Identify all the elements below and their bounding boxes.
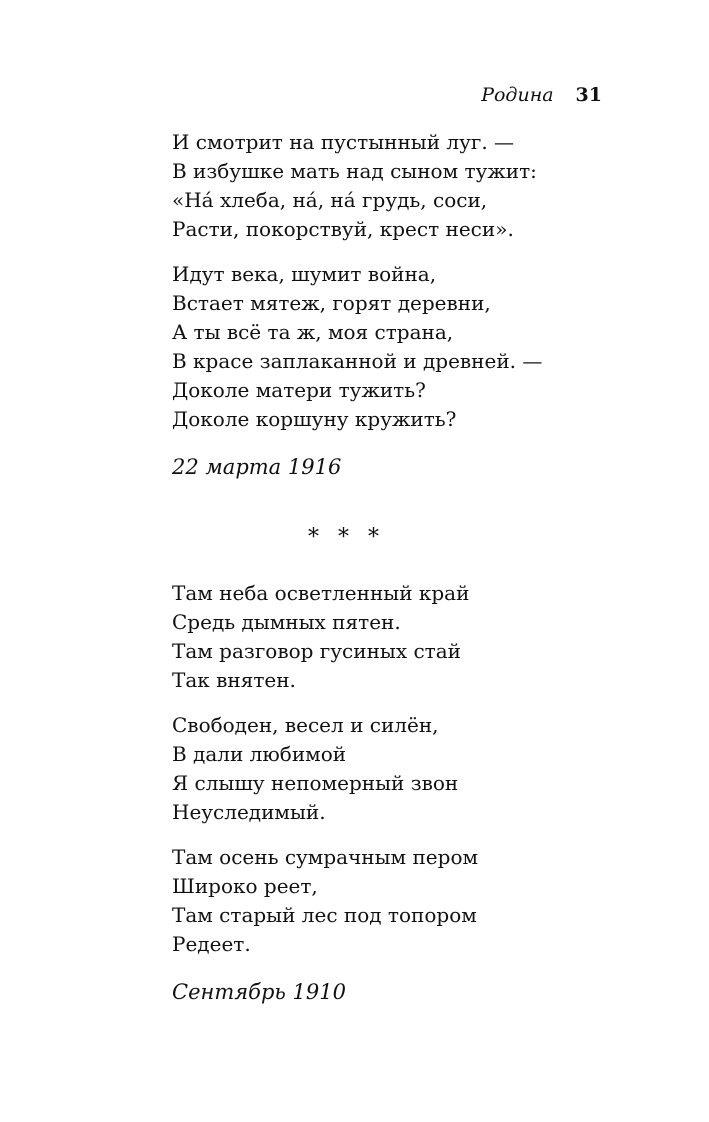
poem1-stanza-2 <box>172 260 652 434</box>
verse-line: Доколе коршуну кружить? <box>172 407 457 431</box>
verse-line: А ты всё та ж, моя страна, <box>172 320 454 344</box>
verse-line: В избушке мать над сыном тужит: <box>172 159 537 183</box>
verse-line: Неуследимый. <box>172 800 326 824</box>
verse-line: Редеет. <box>172 932 251 956</box>
verse-line: Расти, покорствуй, крест неси». <box>172 217 514 241</box>
poem2-date: Сентябрь 1910 <box>172 980 346 1004</box>
verse-line: Там разговор гусиных стай <box>172 639 461 663</box>
page-number: 31 <box>575 84 602 106</box>
verse-line: Я слышу непомерный звон <box>172 771 459 795</box>
verse-line: Широко реет, <box>172 874 318 898</box>
verse-line: Идут века, шумит война, <box>172 262 437 286</box>
verse-line: «На́ хлеба, на́, на́ грудь, соси, <box>172 188 488 212</box>
poem1-stanza-1 <box>172 128 652 244</box>
verse-line: Так внятен. <box>172 668 296 692</box>
verse-line: Там неба осветленный край <box>172 581 470 605</box>
verse-line: И смотрит на пустынный луг. — <box>172 130 515 154</box>
page-header <box>481 84 602 106</box>
verse-line: Там осень сумрачным пером <box>172 845 479 869</box>
poem2-stanza-3 <box>172 843 652 959</box>
poem2-stanza-2 <box>172 711 652 827</box>
section-divider: * * * <box>308 525 385 550</box>
verse-line: В дали любимой <box>172 742 347 766</box>
verse-line: В красе заплаканной и древней. — <box>172 349 543 373</box>
verse-line: Встает мятеж, горят деревни, <box>172 291 491 315</box>
verse-line: Средь дымных пятен. <box>172 610 401 634</box>
poem1-date: 22 марта 1916 <box>172 455 342 479</box>
verse-line: Там старый лес под топором <box>172 903 477 927</box>
page-content <box>172 128 652 1007</box>
poem2-stanza-1 <box>172 579 652 695</box>
verse-line: Доколе матери тужить? <box>172 378 426 402</box>
running-title: Родина <box>481 84 554 106</box>
verse-line: Свободен, весел и силён, <box>172 713 439 737</box>
